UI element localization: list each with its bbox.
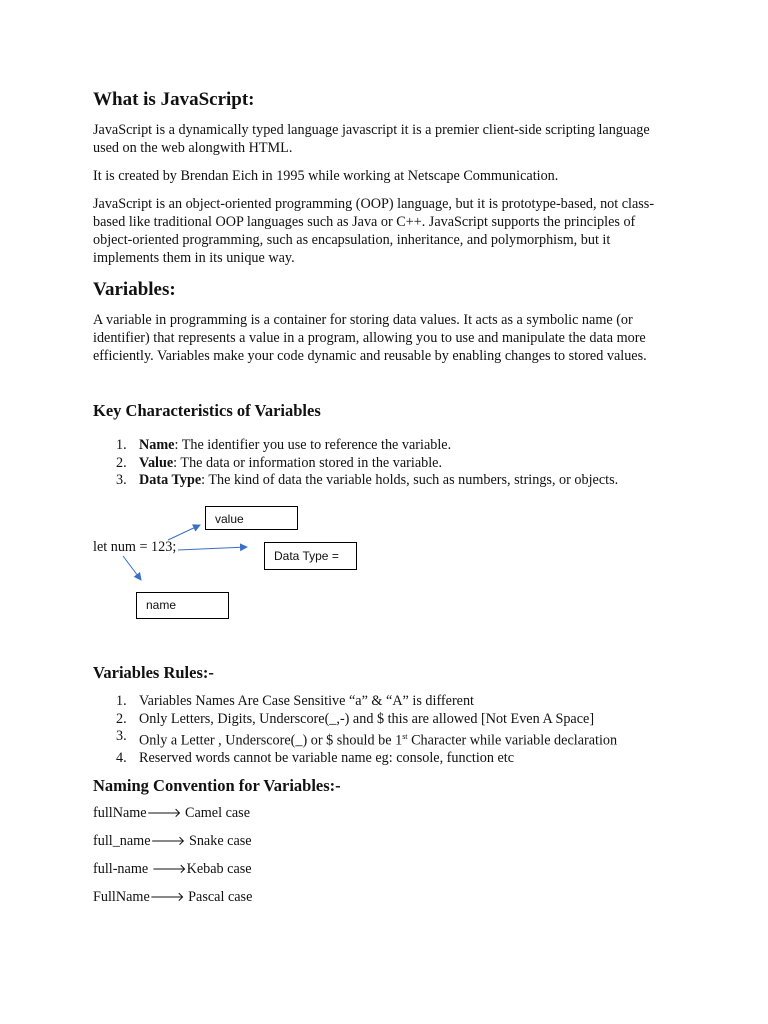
naming-item-snake — [93, 833, 252, 850]
rule-text: Character while variable declaration — [407, 732, 618, 749]
right-arrow-icon: 🡒 — [146, 806, 182, 821]
diagram-box-data-type: Data Type = — [264, 542, 357, 570]
naming-label: Snake case — [185, 833, 252, 849]
naming-example: fullName — [93, 805, 147, 821]
term-description: : The kind of data the variable holds, such as numbers, strings, or objects. — [201, 472, 619, 488]
rule-text: Only Letters, Digits, Underscore(_,-) and $ this are allowed [Not Even A Space] — [139, 710, 595, 727]
heading-variables-rules: Variables Rules:- — [93, 663, 214, 682]
paragraph-js-intro: JavaScript is a dynamically typed language javascript it is a premier client-side scripting language used on the web alongwith HTML. — [93, 122, 650, 156]
right-arrow-icon: 🡒 — [151, 862, 187, 877]
code-example: let num = 123; — [93, 539, 177, 555]
heading-what-is-javascript: What is JavaScript: — [93, 89, 255, 110]
right-arrow-icon: 🡒 — [149, 890, 185, 905]
rule-text: Variables Names Are Case Sensitive “a” & “A” is different — [139, 693, 474, 709]
naming-item-kebab — [93, 861, 252, 878]
naming-item-camel — [93, 805, 250, 822]
list-number: 2. — [116, 454, 127, 471]
term-description: : The data or information stored in the variable. — [173, 454, 442, 471]
naming-example: full_name — [93, 833, 151, 849]
diagram-box-value: value — [205, 506, 298, 530]
list-item — [93, 750, 693, 768]
term-value: Value — [139, 454, 174, 471]
heading-variables: Variables: — [93, 279, 176, 300]
naming-example: full-name — [93, 861, 152, 877]
rule-text: Reserved words cannot be variable name eg: console, function etc — [139, 750, 515, 767]
rules-list — [93, 693, 693, 768]
term-data-type: Data Type — [139, 472, 202, 488]
rule-superscript: st — [402, 732, 408, 741]
list-number: 3. — [116, 728, 127, 744]
list-number: 4. — [116, 750, 127, 767]
list-number: 1. — [116, 437, 127, 453]
arrow-to-name — [123, 556, 141, 580]
naming-example: FullName — [93, 889, 150, 905]
paragraph-variable-definition: A variable in programming is a container for storing data values. It acts as a symbolic name (or identifier) that represents a value in a program, allowing you to use and manipulate the data more efficiently. Variables make your code dynamic and reusable by enabling changes to stored values. — [93, 312, 647, 364]
naming-label: Pascal case — [184, 889, 253, 905]
list-item — [93, 693, 693, 711]
paragraph-js-creator: It is created by Brendan Eich in 1995 while working at Netscape Communication. — [93, 168, 559, 184]
arrow-to-value — [168, 525, 200, 540]
naming-item-pascal — [93, 889, 252, 906]
heading-naming-convention: Naming Convention for Variables:- — [93, 776, 341, 795]
naming-label: Kebab case — [186, 861, 252, 877]
diagram-box-name: name — [136, 592, 229, 619]
naming-label: Camel case — [181, 805, 250, 821]
heading-key-characteristics: Key Characteristics of Variables — [93, 401, 321, 420]
list-number: 2. — [116, 710, 127, 727]
rule-text: Only a Letter , Underscore(_) or $ should be 1 — [139, 732, 403, 749]
arrow-to-data-type — [178, 547, 247, 550]
list-number: 3. — [116, 472, 127, 488]
paragraph-js-oop: JavaScript is an object-oriented programming (OOP) language, but it is prototype-based, not class-based like traditional OOP languages such as Java or C++. JavaScript supports the principles of object-oriented programming, such as encapsulation, inheritance, and polymorphism, but it implements them in its unique way. — [93, 196, 655, 266]
right-arrow-icon: 🡒 — [150, 834, 186, 849]
term-description: : The identifier you use to reference the variable. — [174, 437, 452, 453]
list-item — [93, 711, 693, 729]
list-number: 1. — [116, 693, 127, 709]
list-item — [93, 728, 693, 750]
term-name: Name — [139, 437, 175, 453]
